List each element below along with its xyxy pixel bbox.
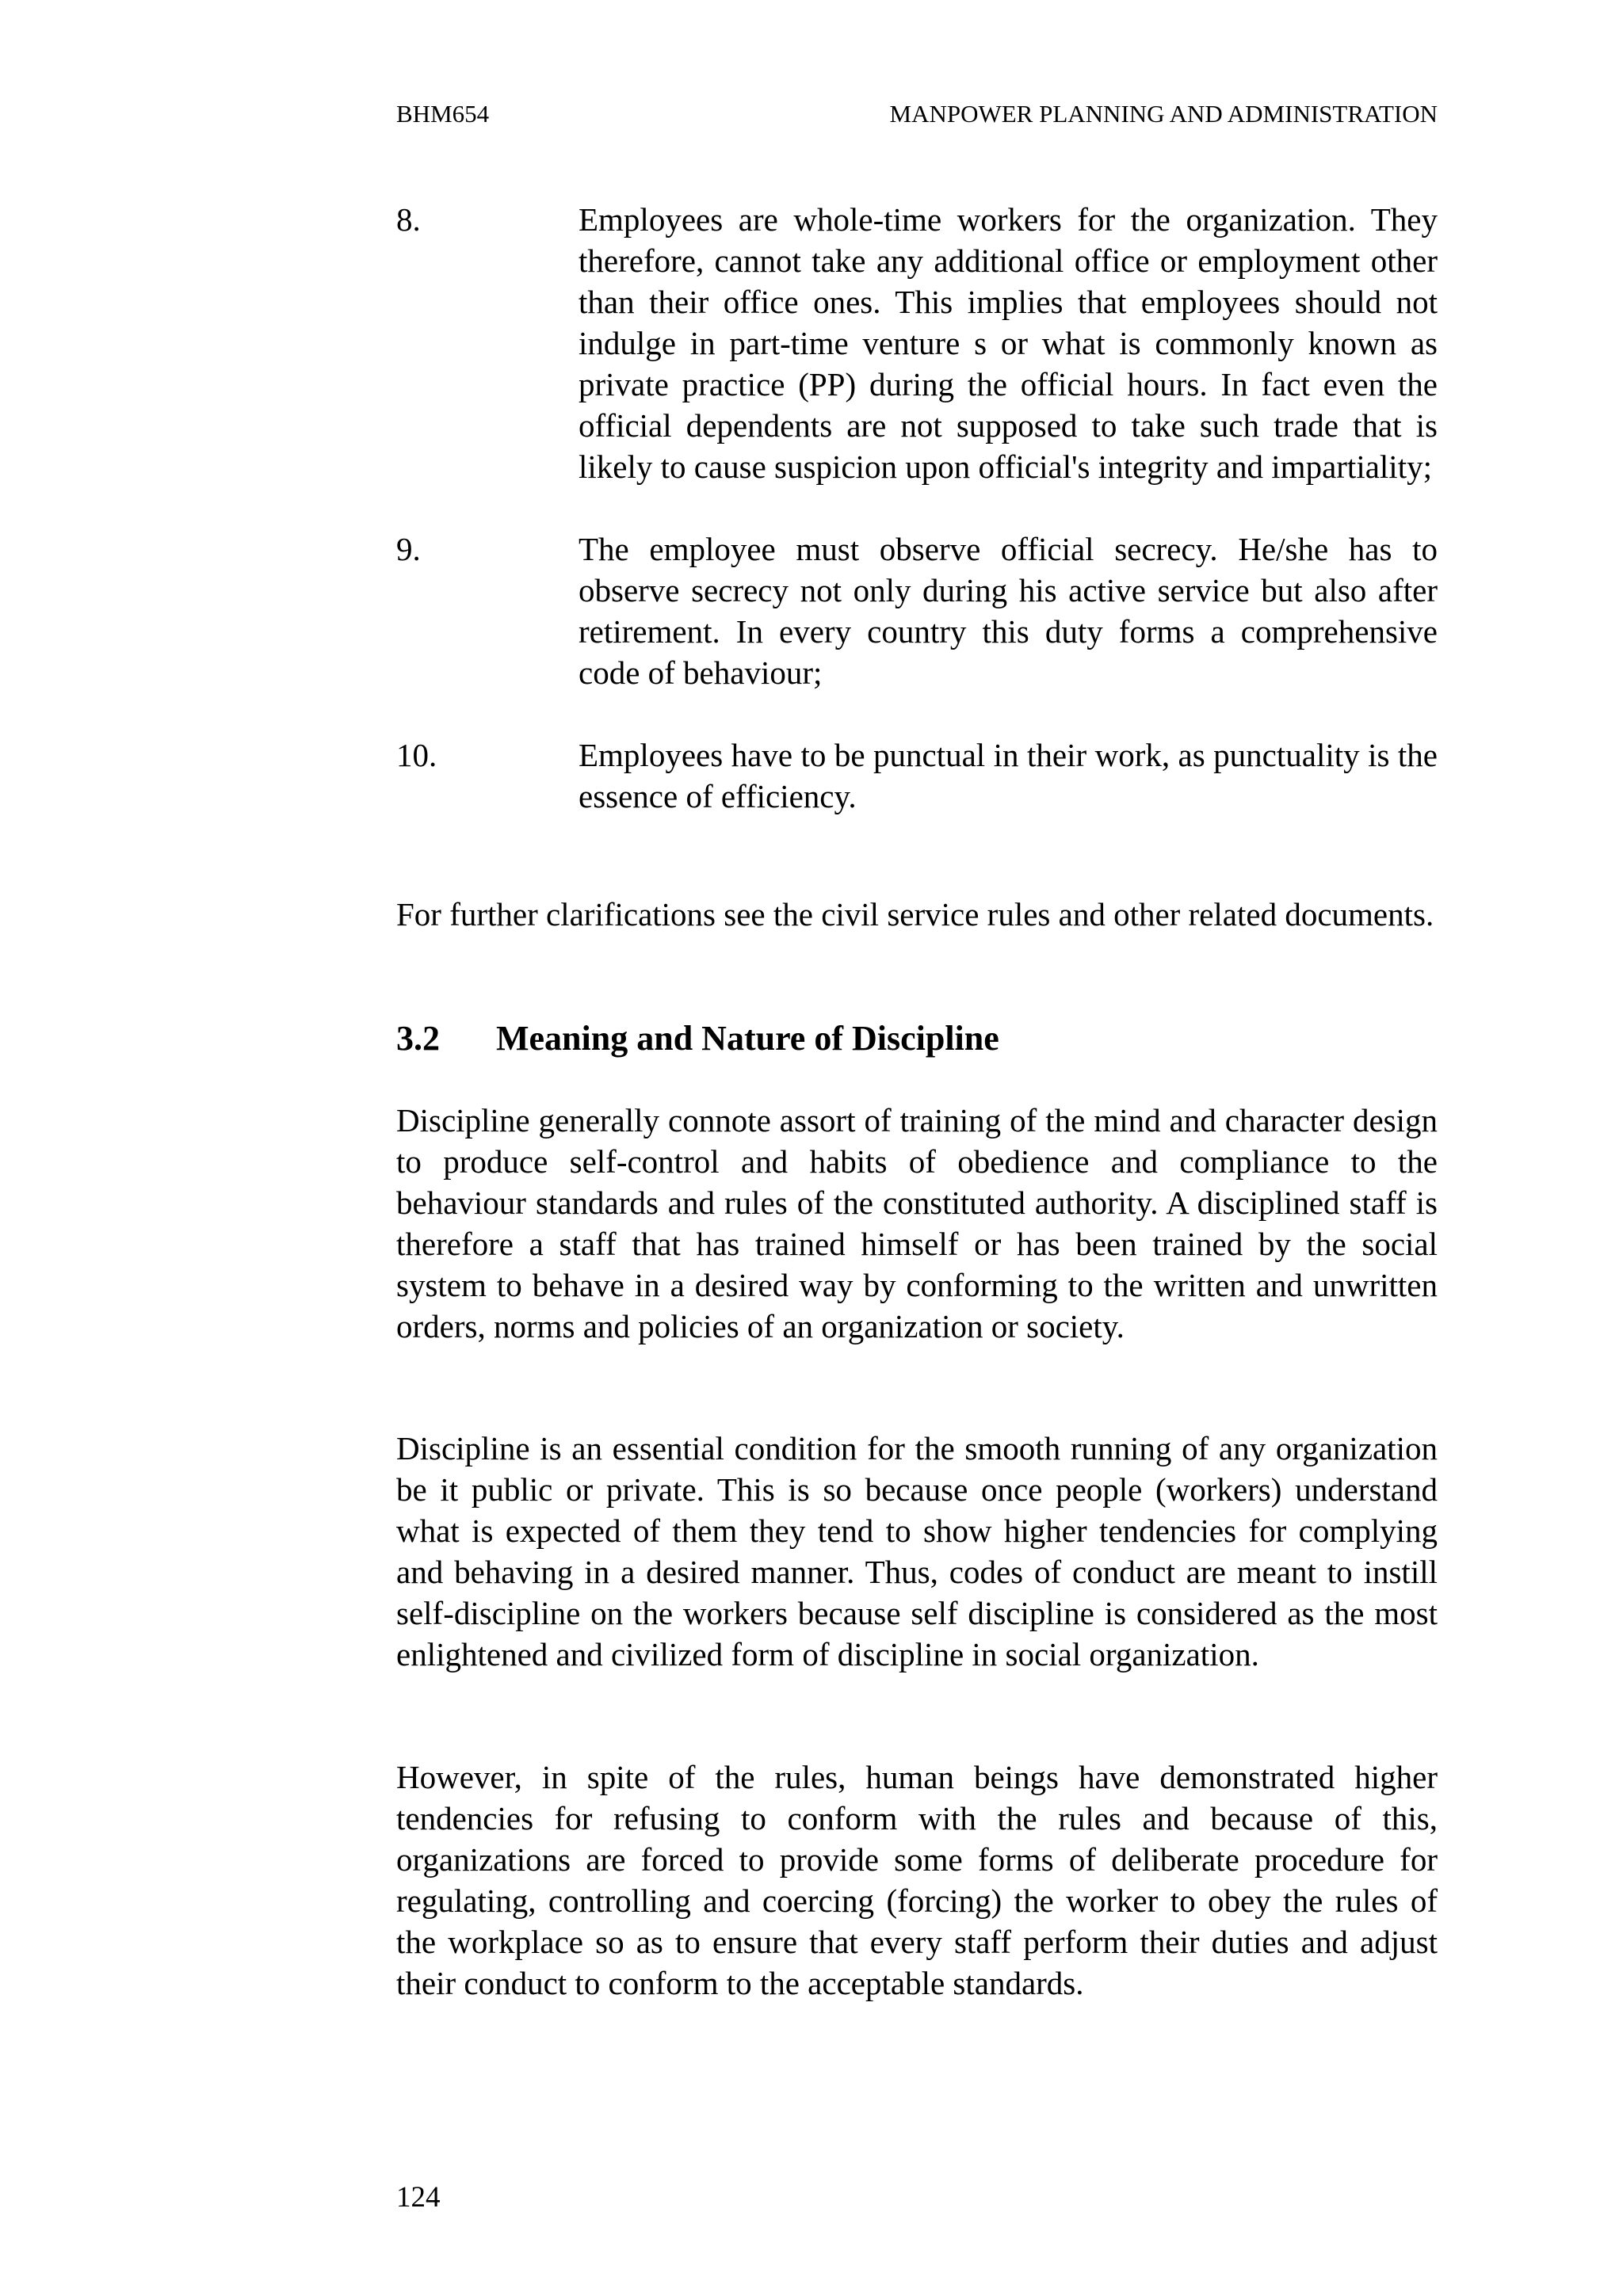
list-item — [396, 199, 1438, 487]
document-page — [396, 0, 1438, 2296]
running-header — [396, 98, 1438, 130]
section-number: 3.2 — [396, 1019, 440, 1058]
list-item-number: 10. — [396, 737, 437, 773]
list-item-number: 9. — [396, 531, 421, 567]
body-paragraph: Discipline is an essential condition for the smooth running of any organization be it public or private. This is so because once people (workers) understand what is expected of them they tend to show higher tendencies for complying and behaving in a desired manner. Thus, codes of conduct are meant to instill self-discipline on the workers because self discipline is considered as the most enlightened and civilized form of discipline in social organization. — [396, 1430, 1438, 1672]
list-item-text: Employees have to be punctual in their work, as punctuality is the essence of efficiency. — [579, 737, 1438, 814]
list-item-number: 8. — [396, 201, 421, 238]
clarification-paragraph: For further clarifications see the civil service rules and other related documents. — [396, 896, 1434, 933]
list-item — [396, 734, 1438, 817]
numbered-list — [396, 199, 1438, 858]
list-item-text: The employee must observe official secrecy. He/she has to observe secrecy not only during his active service but also after retirement. In every country this duty forms a comprehensive code of behaviour; — [579, 531, 1438, 691]
list-item-text: Employees are whole-time workers for the organization. They therefore, cannot take any additional office or employment other than their office ones. This implies that employees should not indulge in part-time venture s or what is commonly known as private practice (PP) during the official hours. In fact even the official dependents are not supposed to take such trade that is likely to cause suspicion upon official's integrity and impartiality; — [579, 201, 1438, 485]
body-paragraph: However, in spite of the rules, human beings have demonstrated higher tendencies for refusing to conform with the rules and because of this, organizations are forced to provide some forms of deliberate procedure for regulating, controlling and coercing (forcing) the worker to obey the rules of the workplace so as to ensure that every staff perform their duties and adjust their conduct to conform to the acceptable standards. — [396, 1759, 1438, 2001]
list-item — [396, 528, 1438, 693]
course-title: MANPOWER PLANNING AND ADMINISTRATION — [889, 100, 1438, 128]
page-number: 124 — [396, 2181, 441, 2214]
section-heading — [396, 1016, 1438, 1061]
course-code: BHM654 — [396, 100, 490, 128]
section-title: Meaning and Nature of Discipline — [496, 1019, 999, 1058]
body-paragraph: Discipline generally connote assort of training of the mind and character design to produce self-control and habits of obedience and compliance to the behaviour standards and rules of the constituted authority. A disciplined staff is therefore a staff that has trained himself or has been trained by the social system to behave in a desired way by conforming to the written and unwritten orders, norms and policies of an organization or society. — [396, 1102, 1438, 1344]
